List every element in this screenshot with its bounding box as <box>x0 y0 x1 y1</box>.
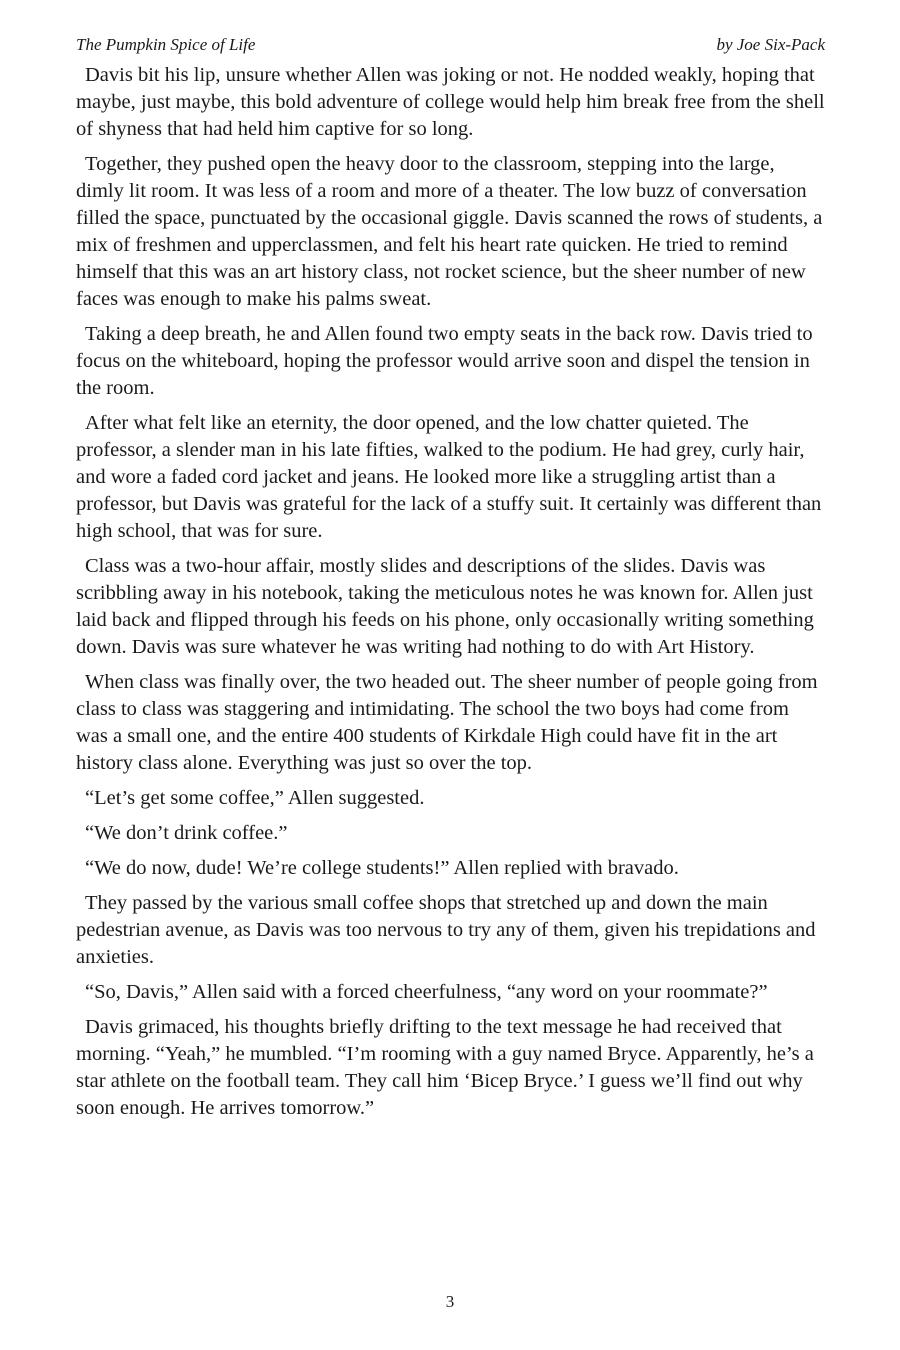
paragraph: “We don’t drink coffee.” <box>85 822 288 844</box>
book-page <box>76 34 825 1130</box>
paragraph: Davis bit his lip, unsure whether Allen was joking or not. He nodded weakly, hoping that maybe, just maybe, this bold adventure of college would help him break free from the shell of shyness that had held him captive for so long. <box>76 64 825 140</box>
paragraph: Together, they pushed open the heavy door to the classroom, stepping into the large, dimly lit room. It was less of a room and more of a theater. The low buzz of conversation filled the space, punctuated by the occasional giggle. Davis scanned the rows of students, a mix of freshmen and upperclassmen, and felt his heart rate quicken. He tried to remind himself that this was an art history class, not rocket science, but the sheer number of new faces was enough to make his palms sweat. <box>76 153 823 310</box>
paragraph: When class was finally over, the two headed out. The sheer number of people going from class to class was staggering and intimidating. The school the two boys had come from was a small one, and the entire 400 students of Kirkdale High could have fit in the art history class alone. Everything was just so over the top. <box>76 671 818 774</box>
paragraph: “So, Davis,” Allen said with a forced cheerfulness, “any word on your roommate?” <box>85 981 768 1003</box>
paragraph: They passed by the various small coffee shops that stretched up and down the main pedestrian avenue, as Davis was too nervous to try any of them, given his trepidations and anxieties. <box>76 892 816 968</box>
paragraph: Class was a two-hour affair, mostly slides and descriptions of the slides. Davis was scribbling away in his notebook, taking the meticulous notes he was known for. Allen just laid back and flipped through his feeds on his phone, only occasionally writing something down. Davis was sure whatever he was writing had nothing to do with Art History. <box>76 555 814 658</box>
book-title: The Pumpkin Spice of Life <box>76 35 256 54</box>
paragraph: “We do now, dude! We’re college students!” Allen replied with bravado. <box>85 857 679 879</box>
paragraph: “Let’s get some coffee,” Allen suggested. <box>85 787 425 809</box>
body-text <box>76 62 825 1122</box>
paragraph: Davis grimaced, his thoughts briefly drifting to the text message he had received that morning. “Yeah,” he mumbled. “I’m rooming with a guy named Bryce. Apparently, he’s a star athlete on the football team. They call him ‘Bicep Bryce.’ I guess we’ll find out why soon enough. He arrives tomorrow.” <box>76 1016 814 1119</box>
paragraph: Taking a deep breath, he and Allen found two empty seats in the back row. Davis tried to focus on the whiteboard, hoping the professor would arrive soon and dispel the tension in the room. <box>76 323 813 399</box>
paragraph: After what felt like an eternity, the door opened, and the low chatter quieted. The professor, a slender man in his late fifties, walked to the podium. He had grey, curly hair, and wore a faded cord jacket and jeans. He looked more like a struggling artist than a professor, but Davis was grateful for the lack of a stuffy suit. It certainly was different than high school, that was for sure. <box>76 412 822 542</box>
running-header <box>76 34 825 56</box>
page-number: 3 <box>445 1292 455 1311</box>
author-name: by Joe Six-Pack <box>716 35 825 54</box>
